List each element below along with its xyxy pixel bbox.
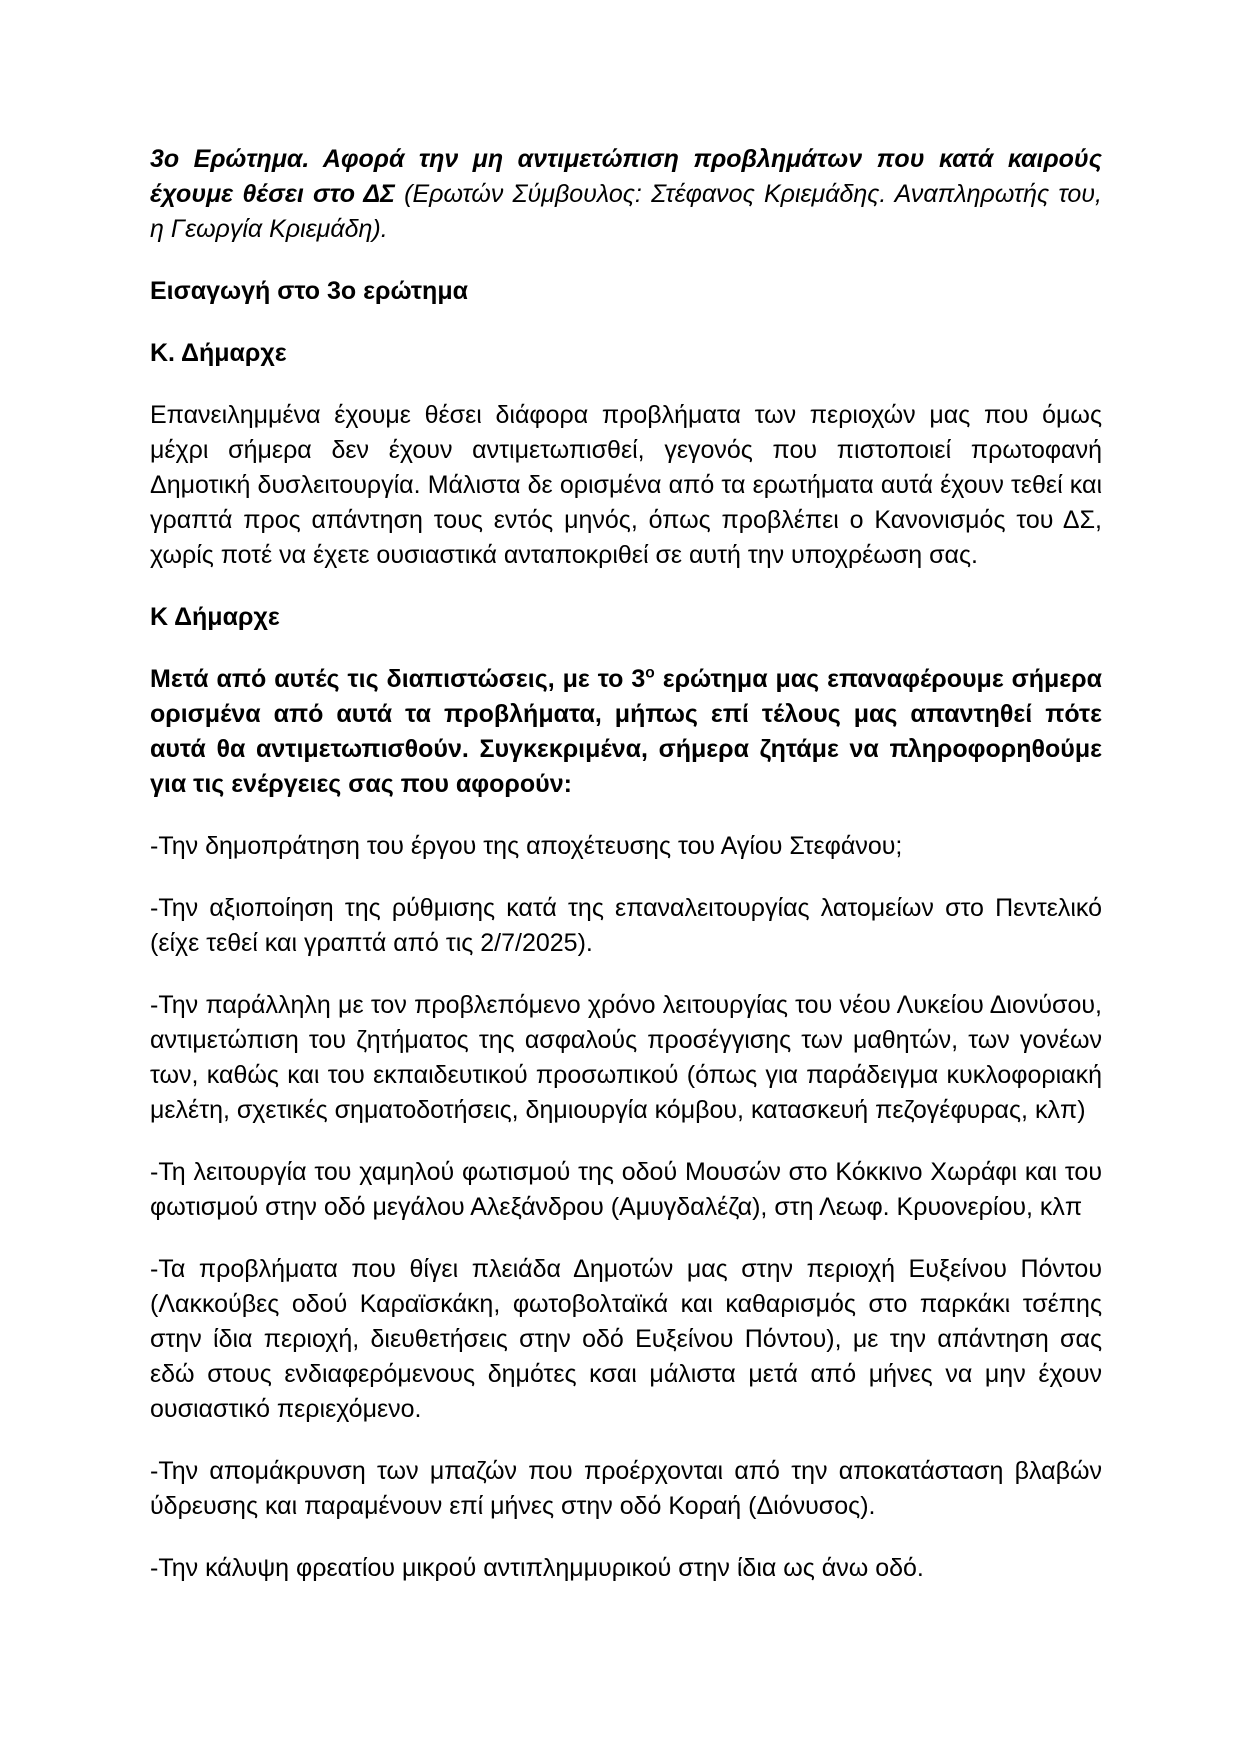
salutation-second: Κ Δήμαρχε [150,603,280,631]
question-heading-italic: (Ερωτών Σύμβουλος: Στέφανος Κριεμάδης. Αναπληρωτής του, η Γεωργία Κριεμάδη). [150,180,1102,243]
question-heading-bold-italic: 3ο Ερώτημα. Αφορά την μη αντιμετώπιση προβλημάτων που κατά καιρούς έχουμε θέσει στο ΔΣ [150,145,1102,208]
emphasis-paragraph-start: Μετά από αυτές τις διαπιστώσεις, με το 3 [150,665,646,693]
intro-heading: Εισαγωγή στο 3ο ερώτημα [150,277,468,305]
salutation-first: Κ. Δήμαρχε [150,339,287,367]
document-text-block [150,142,1102,1613]
list-item-sewage-tender: -Την δημοπράτηση του έργου της αποχέτευσης του Αγίου Στεφάνου; [150,832,903,860]
body-paragraph: Επανειλημμένα έχουμε θέσει διάφορα προβλήματα των περιοχών μας που όμως μέχρι σήμερα δεν έχουν αντιμετωπισθεί, γεγονός που πιστοποιεί πρωτοφανή Δημοτική δυσλειτουργία. Μάλιστα δε ορισμένα από τα ερωτήματα αυτά έχουν τεθεί και γραπτά προς απάντηση τους εντός μηνός, όπως προβλέπει ο Κανονισμός του ΔΣ, χωρίς ποτέ να έχετε ουσιαστικά ανταποκριθεί σε αυτή την υποχρέωση σας. [150,401,1102,569]
emphasis-paragraph-end: ερώτημα μας επαναφέρουμε σήμερα ορισμένα από αυτά τα προβλήματα, μήπως επί τέλους μας απαντηθεί πότε αυτά θα αντιμετωπισθούν. Συγκεκριμένα, σήμερα ζητάμε να πληροφορηθούμε για τις ενέργειες σας που αφορούν: [150,665,1102,798]
question-heading [150,142,1102,247]
emphasis-paragraph [150,662,1102,802]
list-item-quarries: -Την αξιοποίηση της ρύθμισης κατά της επαναλειτουργίας λατομείων στο Πεντελικό (είχε τεθεί και γραπτά από τις 2/7/2025). [150,894,1102,957]
list-item-drain-cover: -Την κάλυψη φρεατίου μικρού αντιπλημμυρικού στην ίδια ως άνω οδό. [150,1554,924,1582]
list-item-efxinou-pontou: -Τα προβλήματα που θίγει πλειάδα Δημοτών μας στην περιοχή Ευξείνου Πόντου (Λακκούβες οδού Καραϊσκάκη, φωτοβολταϊκά και καθαρισμός στο παρκάκι τσέπης στην ίδια περιοχή, διευθετήσεις στην οδό Ευξείνου Πόντου), με την απάντηση σας εδώ στους ενδιαφερόμενους δημότες κσαι μάλιστα μετά από μήνες να μην έχουν ουσιαστικό περιεχόμενο. [150,1255,1102,1423]
ordinal-superscript: ο [645,664,655,682]
list-item-lyceum-access: -Την παράλληλη με τον προβλεπόμενο χρόνο λειτουργίας του νέου Λυκείου Διονύσου, αντιμετώπιση του ζητήματος της ασφαλούς προσέγγισης των μαθητών, των γονέων των, καθώς και του εκπαιδευτικού προσωπικού (όπως για παράδειγμα κυκλοφοριακή μελέτη, σχετικές σηματοδοτήσεις, δημιουργία κόμβου, κατασκευή πεζογέφυρας, κλπ) [150,991,1102,1124]
list-item-street-lighting: -Τη λειτουργία του χαμηλού φωτισμού της οδού Μουσών στο Κόκκινο Χωράφι και του φωτισμού στην οδό μεγάλου Αλεξάνδρου (Αμυγδαλέζα), στη Λεωφ. Κρυονερίου, κλπ [150,1158,1102,1221]
list-item-debris-removal: -Την απομάκρυνση των μπαζών που προέρχονται από την αποκατάσταση βλαβών ύδρευσης και παραμένουν επί μήνες στην οδό Κοραή (Διόνυσος). [150,1457,1102,1520]
